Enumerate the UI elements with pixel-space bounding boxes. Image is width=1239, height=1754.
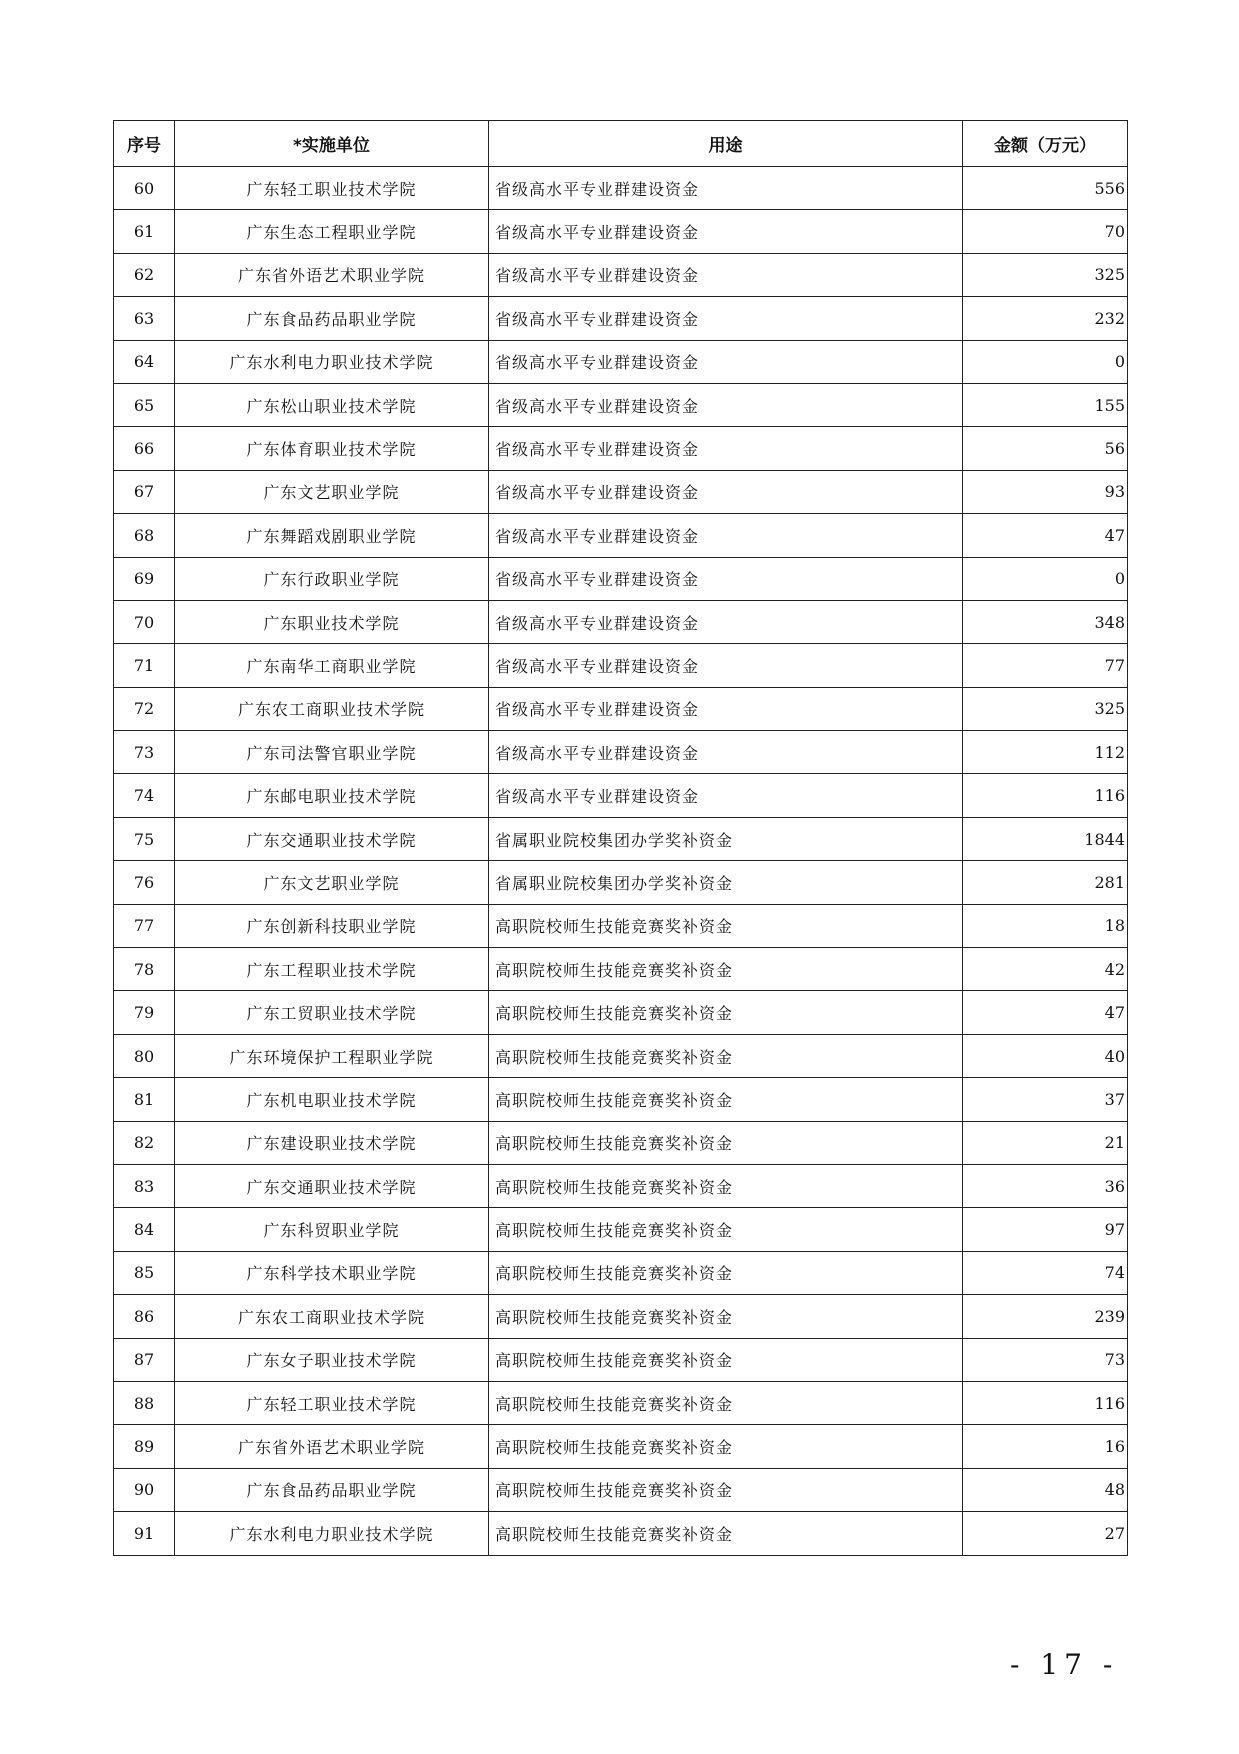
serial-number-cell: 86: [114, 1295, 175, 1338]
purpose-cell: 省属职业院校集团办学奖补资金: [489, 861, 963, 904]
serial-number-cell: 67: [114, 470, 175, 513]
implementing-unit-cell: 广东机电职业技术学院: [175, 1078, 489, 1121]
table-row: [114, 817, 1128, 860]
purpose-cell: 高职院校师生技能竞赛奖补资金: [489, 1468, 963, 1511]
amount-cell: 348: [963, 600, 1128, 643]
purpose-cell: 省级高水平专业群建设资金: [489, 470, 963, 513]
purpose-cell: 省级高水平专业群建设资金: [489, 687, 963, 730]
table-row: [114, 1251, 1128, 1294]
amount-cell: 232: [963, 297, 1128, 340]
table-row: [114, 514, 1128, 557]
amount-cell: 37: [963, 1078, 1128, 1121]
amount-cell: 16: [963, 1425, 1128, 1468]
purpose-cell: 省级高水平专业群建设资金: [489, 731, 963, 774]
serial-number-cell: 61: [114, 210, 175, 253]
table-row: [114, 383, 1128, 426]
serial-number-cell: 81: [114, 1078, 175, 1121]
table-row: [114, 1468, 1128, 1511]
table-row: [114, 600, 1128, 643]
serial-number-cell: 74: [114, 774, 175, 817]
amount-cell: 21: [963, 1121, 1128, 1164]
implementing-unit-cell: 广东司法警官职业学院: [175, 731, 489, 774]
table-row: [114, 1512, 1128, 1555]
table-row: [114, 557, 1128, 600]
serial-number-cell: 70: [114, 600, 175, 643]
purpose-cell: 省级高水平专业群建设资金: [489, 167, 963, 210]
amount-cell: 325: [963, 253, 1128, 296]
header-amount: 金额（万元）: [963, 121, 1128, 167]
purpose-cell: 省级高水平专业群建设资金: [489, 383, 963, 426]
table-row: [114, 340, 1128, 383]
implementing-unit-cell: 广东农工商职业技术学院: [175, 687, 489, 730]
purpose-cell: 高职院校师生技能竞赛奖补资金: [489, 948, 963, 991]
serial-number-cell: 68: [114, 514, 175, 557]
table-row: [114, 253, 1128, 296]
serial-number-cell: 63: [114, 297, 175, 340]
table-row: [114, 1208, 1128, 1251]
purpose-cell: 高职院校师生技能竞赛奖补资金: [489, 1381, 963, 1424]
header-purpose: 用途: [489, 121, 963, 167]
amount-cell: 48: [963, 1468, 1128, 1511]
serial-number-cell: 91: [114, 1512, 175, 1555]
purpose-cell: 高职院校师生技能竞赛奖补资金: [489, 1121, 963, 1164]
purpose-cell: 省属职业院校集团办学奖补资金: [489, 817, 963, 860]
serial-number-cell: 76: [114, 861, 175, 904]
serial-number-cell: 72: [114, 687, 175, 730]
purpose-cell: 省级高水平专业群建设资金: [489, 514, 963, 557]
serial-number-cell: 87: [114, 1338, 175, 1381]
implementing-unit-cell: 广东舞蹈戏剧职业学院: [175, 514, 489, 557]
amount-cell: 18: [963, 904, 1128, 947]
table-row: [114, 470, 1128, 513]
purpose-cell: 高职院校师生技能竞赛奖补资金: [489, 991, 963, 1034]
amount-cell: 116: [963, 1381, 1128, 1424]
purpose-cell: 省级高水平专业群建设资金: [489, 210, 963, 253]
implementing-unit-cell: 广东轻工职业技术学院: [175, 167, 489, 210]
table-row: [114, 427, 1128, 470]
purpose-cell: 高职院校师生技能竞赛奖补资金: [489, 1425, 963, 1468]
purpose-cell: 省级高水平专业群建设资金: [489, 253, 963, 296]
implementing-unit-cell: 广东科贸职业学院: [175, 1208, 489, 1251]
implementing-unit-cell: 广东水利电力职业技术学院: [175, 340, 489, 383]
implementing-unit-cell: 广东邮电职业技术学院: [175, 774, 489, 817]
table-row: [114, 687, 1128, 730]
serial-number-cell: 78: [114, 948, 175, 991]
serial-number-cell: 84: [114, 1208, 175, 1251]
amount-cell: 325: [963, 687, 1128, 730]
amount-cell: 36: [963, 1164, 1128, 1207]
serial-number-cell: 80: [114, 1034, 175, 1077]
serial-number-cell: 71: [114, 644, 175, 687]
amount-cell: 1844: [963, 817, 1128, 860]
table-row: [114, 297, 1128, 340]
serial-number-cell: 60: [114, 167, 175, 210]
purpose-cell: 省级高水平专业群建设资金: [489, 557, 963, 600]
purpose-cell: 高职院校师生技能竞赛奖补资金: [489, 904, 963, 947]
amount-cell: 155: [963, 383, 1128, 426]
implementing-unit-cell: 广东南华工商职业学院: [175, 644, 489, 687]
serial-number-cell: 65: [114, 383, 175, 426]
purpose-cell: 省级高水平专业群建设资金: [489, 427, 963, 470]
serial-number-cell: 62: [114, 253, 175, 296]
amount-cell: 93: [963, 470, 1128, 513]
table-row: [114, 644, 1128, 687]
purpose-cell: 高职院校师生技能竞赛奖补资金: [489, 1208, 963, 1251]
header-serial-number: 序号: [114, 121, 175, 167]
implementing-unit-cell: 广东食品药品职业学院: [175, 1468, 489, 1511]
amount-cell: 556: [963, 167, 1128, 210]
table-row: [114, 1338, 1128, 1381]
table-row: [114, 1425, 1128, 1468]
serial-number-cell: 73: [114, 731, 175, 774]
table-row: [114, 861, 1128, 904]
table-row: [114, 167, 1128, 210]
amount-cell: 116: [963, 774, 1128, 817]
serial-number-cell: 64: [114, 340, 175, 383]
implementing-unit-cell: 广东生态工程职业学院: [175, 210, 489, 253]
implementing-unit-cell: 广东创新科技职业学院: [175, 904, 489, 947]
serial-number-cell: 83: [114, 1164, 175, 1207]
amount-cell: 27: [963, 1512, 1128, 1555]
implementing-unit-cell: 广东水利电力职业技术学院: [175, 1512, 489, 1555]
amount-cell: 70: [963, 210, 1128, 253]
page-number: - 17 -: [1010, 1648, 1119, 1681]
serial-number-cell: 66: [114, 427, 175, 470]
implementing-unit-cell: 广东轻工职业技术学院: [175, 1381, 489, 1424]
serial-number-cell: 89: [114, 1425, 175, 1468]
implementing-unit-cell: 广东环境保护工程职业学院: [175, 1034, 489, 1077]
header-implementing-unit: *实施单位: [175, 121, 489, 167]
purpose-cell: 高职院校师生技能竞赛奖补资金: [489, 1295, 963, 1338]
implementing-unit-cell: 广东松山职业技术学院: [175, 383, 489, 426]
implementing-unit-cell: 广东交通职业技术学院: [175, 1164, 489, 1207]
amount-cell: 73: [963, 1338, 1128, 1381]
implementing-unit-cell: 广东省外语艺术职业学院: [175, 1425, 489, 1468]
purpose-cell: 省级高水平专业群建设资金: [489, 774, 963, 817]
table-row: [114, 731, 1128, 774]
table-row: [114, 1381, 1128, 1424]
purpose-cell: 高职院校师生技能竞赛奖补资金: [489, 1164, 963, 1207]
purpose-cell: 高职院校师生技能竞赛奖补资金: [489, 1078, 963, 1121]
implementing-unit-cell: 广东文艺职业学院: [175, 470, 489, 513]
amount-cell: 239: [963, 1295, 1128, 1338]
implementing-unit-cell: 广东职业技术学院: [175, 600, 489, 643]
table-body: [114, 167, 1128, 1556]
implementing-unit-cell: 广东交通职业技术学院: [175, 817, 489, 860]
table-row: [114, 210, 1128, 253]
table-row: [114, 948, 1128, 991]
purpose-cell: 省级高水平专业群建设资金: [489, 340, 963, 383]
implementing-unit-cell: 广东女子职业技术学院: [175, 1338, 489, 1381]
purpose-cell: 省级高水平专业群建设资金: [489, 297, 963, 340]
amount-cell: 47: [963, 991, 1128, 1034]
amount-cell: 77: [963, 644, 1128, 687]
serial-number-cell: 77: [114, 904, 175, 947]
implementing-unit-cell: 广东工程职业技术学院: [175, 948, 489, 991]
serial-number-cell: 88: [114, 1381, 175, 1424]
implementing-unit-cell: 广东省外语艺术职业学院: [175, 253, 489, 296]
serial-number-cell: 69: [114, 557, 175, 600]
amount-cell: 42: [963, 948, 1128, 991]
amount-cell: 47: [963, 514, 1128, 557]
implementing-unit-cell: 广东工贸职业技术学院: [175, 991, 489, 1034]
amount-cell: 0: [963, 557, 1128, 600]
amount-cell: 281: [963, 861, 1128, 904]
implementing-unit-cell: 广东农工商职业技术学院: [175, 1295, 489, 1338]
amount-cell: 112: [963, 731, 1128, 774]
serial-number-cell: 75: [114, 817, 175, 860]
purpose-cell: 高职院校师生技能竞赛奖补资金: [489, 1251, 963, 1294]
serial-number-cell: 85: [114, 1251, 175, 1294]
purpose-cell: 省级高水平专业群建设资金: [489, 600, 963, 643]
serial-number-cell: 79: [114, 991, 175, 1034]
purpose-cell: 高职院校师生技能竞赛奖补资金: [489, 1338, 963, 1381]
table-row: [114, 991, 1128, 1034]
amount-cell: 40: [963, 1034, 1128, 1077]
serial-number-cell: 90: [114, 1468, 175, 1511]
table-row: [114, 1164, 1128, 1207]
implementing-unit-cell: 广东文艺职业学院: [175, 861, 489, 904]
purpose-cell: 高职院校师生技能竞赛奖补资金: [489, 1034, 963, 1077]
table-row: [114, 904, 1128, 947]
table-row: [114, 774, 1128, 817]
table-header-row: [114, 121, 1128, 167]
serial-number-cell: 82: [114, 1121, 175, 1164]
allocation-table: [113, 120, 1128, 1556]
amount-cell: 56: [963, 427, 1128, 470]
amount-cell: 97: [963, 1208, 1128, 1251]
amount-cell: 0: [963, 340, 1128, 383]
amount-cell: 74: [963, 1251, 1128, 1294]
purpose-cell: 省级高水平专业群建设资金: [489, 644, 963, 687]
table-row: [114, 1034, 1128, 1077]
implementing-unit-cell: 广东行政职业学院: [175, 557, 489, 600]
purpose-cell: 高职院校师生技能竞赛奖补资金: [489, 1512, 963, 1555]
table-row: [114, 1295, 1128, 1338]
table-row: [114, 1078, 1128, 1121]
implementing-unit-cell: 广东体育职业技术学院: [175, 427, 489, 470]
implementing-unit-cell: 广东食品药品职业学院: [175, 297, 489, 340]
implementing-unit-cell: 广东建设职业技术学院: [175, 1121, 489, 1164]
table-row: [114, 1121, 1128, 1164]
implementing-unit-cell: 广东科学技术职业学院: [175, 1251, 489, 1294]
